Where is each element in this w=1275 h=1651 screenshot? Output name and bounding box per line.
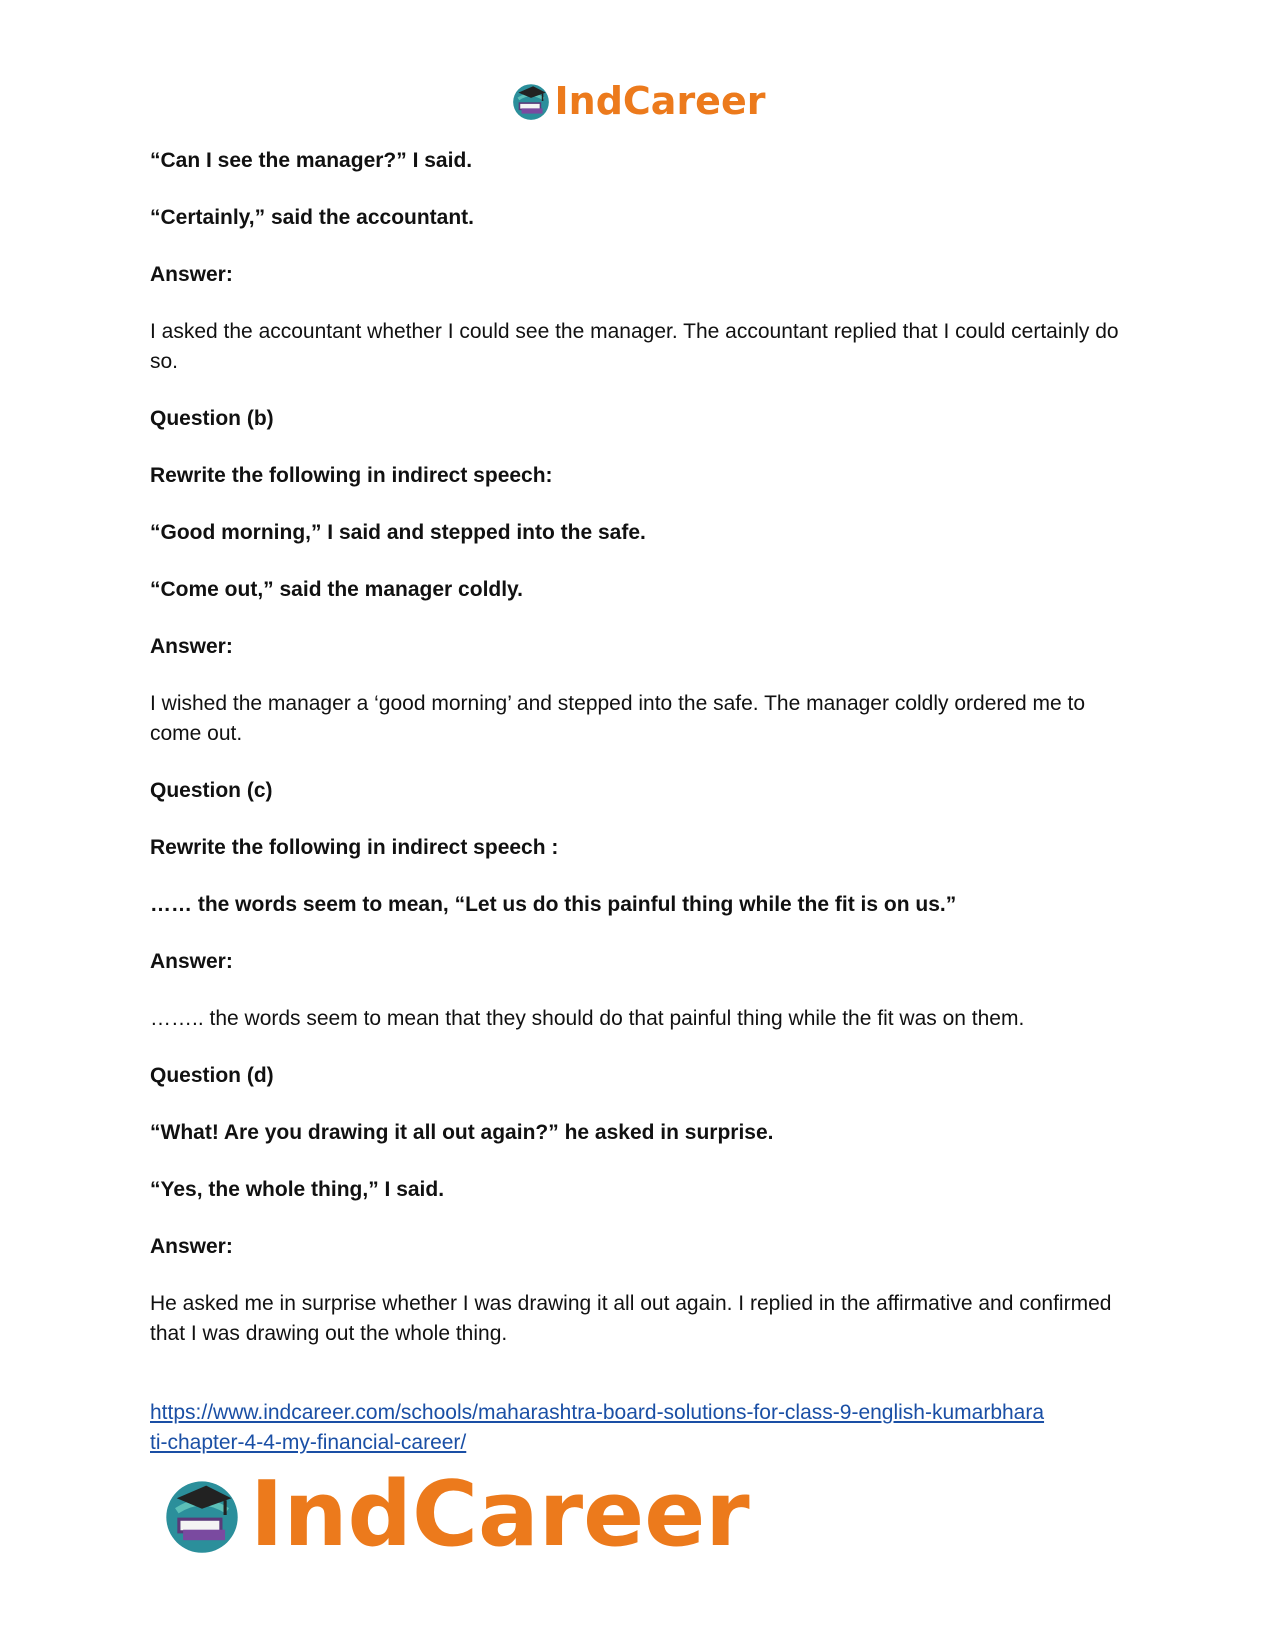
bold-paragraph: “Good morning,” I said and stepped into the safe. bbox=[150, 521, 646, 544]
bold-paragraph: Answer: bbox=[150, 635, 233, 658]
bold-paragraph: Question (d) bbox=[150, 1064, 274, 1087]
bold-paragraph: Question (b) bbox=[150, 407, 274, 430]
bold-paragraph: …… the words seem to mean, “Let us do this painful thing while the fit is on us.” bbox=[150, 893, 957, 916]
bold-paragraph: “Come out,” said the manager coldly. bbox=[150, 578, 524, 601]
bold-paragraph: “What! Are you drawing it all out again?” he asked in surprise. bbox=[150, 1121, 774, 1144]
answer-paragraph: …….. the words seem to mean that they should do that painful thing while the fit was on them. bbox=[150, 1007, 1025, 1030]
answer-paragraph: I asked the accountant whether I could see the manager. The accountant replied that I could certainly do so. bbox=[150, 320, 1119, 373]
document-body bbox=[150, 146, 1130, 1376]
answer-paragraph: I wished the manager a ‘good morning’ and stepped into the safe. The manager coldly ordered me to come out. bbox=[150, 692, 1086, 745]
bold-paragraph: Rewrite the following in indirect speech : bbox=[150, 836, 559, 859]
bold-paragraph: Rewrite the following in indirect speech: bbox=[150, 464, 553, 487]
globe-graduation-cap-icon bbox=[160, 1473, 244, 1557]
bold-paragraph: “Yes, the whole thing,” I said. bbox=[150, 1178, 445, 1201]
source-link[interactable] bbox=[150, 1401, 1044, 1454]
bold-paragraph: Question (c) bbox=[150, 779, 273, 802]
bold-paragraph: Answer: bbox=[150, 263, 233, 286]
footer-logo bbox=[160, 1462, 750, 1567]
bold-paragraph: Answer: bbox=[150, 950, 233, 973]
header-logo-text: IndCareer bbox=[554, 79, 766, 123]
bold-paragraph: “Can I see the manager?” I said. bbox=[150, 149, 473, 172]
source-link-line-2: ti-chapter-4-4-my-financial-career/ bbox=[150, 1431, 467, 1454]
source-link-line-1: https://www.indcareer.com/schools/maharashtra-board-solutions-for-class-9-english-kumarbhara bbox=[150, 1401, 1045, 1424]
answer-paragraph: He asked me in surprise whether I was drawing it all out again. I replied in the affirmative and confirmed that I was drawing out the whole thing. bbox=[150, 1292, 1112, 1345]
footer-logo-text: IndCareer bbox=[250, 1462, 750, 1567]
bold-paragraph: Answer: bbox=[150, 1235, 233, 1258]
header-logo bbox=[0, 80, 1275, 122]
bold-paragraph: “Certainly,” said the accountant. bbox=[150, 206, 475, 229]
source-link-block bbox=[150, 1398, 1150, 1458]
globe-graduation-cap-icon bbox=[510, 80, 552, 122]
